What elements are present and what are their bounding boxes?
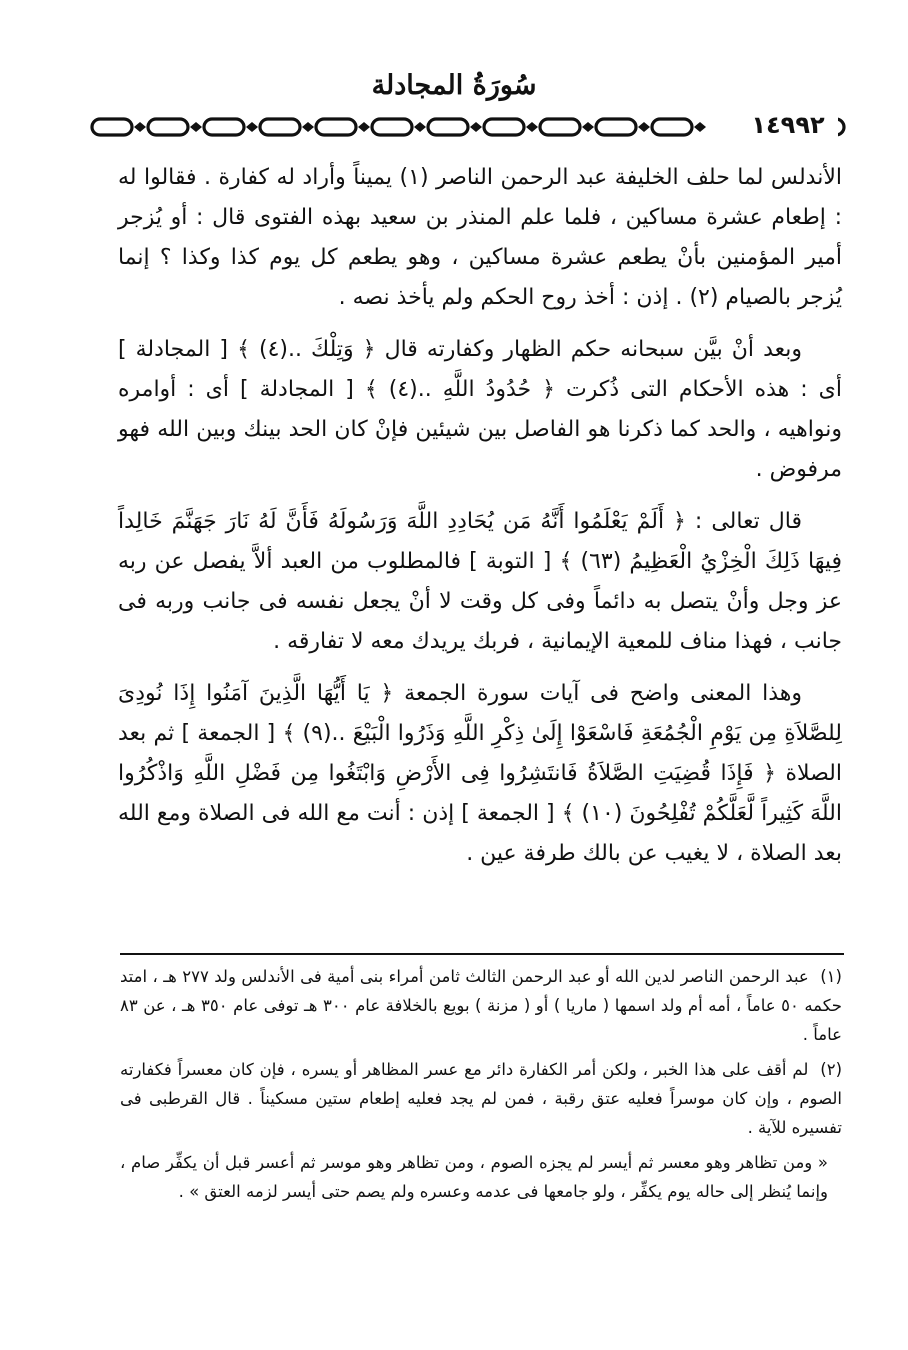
chain-diamond [582, 122, 594, 132]
chain-diamond [358, 122, 370, 132]
footnote-text: لم أقف على هذا الخبر ، ولكن أمر الكفارة دائر مع عسر المظاهر أو يسره ، فإن كان معسراً فكفارته الصوم ، وإن كان موسراً فعليه عتق رقبة ، فمن لم يجد فعليه إطعام ستين مسكيناً . قال القرطبى فى تفسيره للآية . [120, 1060, 842, 1137]
surah-title: سُورَةُ المجادلة [371, 70, 537, 101]
chain-link [540, 119, 580, 135]
chain-link [428, 119, 468, 135]
chain-link [148, 119, 188, 135]
page-number: ١٤٩٩٢ [738, 111, 838, 139]
paragraph: الأندلس لما حلف الخليفة عبد الرحمن الناصر (١) يميناً وأراد له كفارة . فقالوا له : إطعام عشرة مساكين ، فلما علم المنذر بن سعيد بهذه الفتوى قال : أو يُزجر أمير المؤمنين بأنْ يطعم عشرة مساكين ، وهو يطعم كل يوم كذا وكذا ؟ إنما يُزجر بالصيام (٢) . إذن : أخذ روح الحكم ولم يأخذ نصه . [118, 165, 842, 310]
ornamental-header-band [88, 113, 848, 141]
chain-diamond [526, 122, 538, 132]
chain-link [316, 119, 356, 135]
main-text [118, 158, 842, 886]
paragraph: وهذا المعنى واضح فى آيات سورة الجمعة ﴿ يَا أَيُّهَا الَّذِينَ آمَنُوا إِذَا نُودِىَ لِلصَّلاَةِ مِن يَوْمِ الْجُمُعَةِ فَاسْعَوْا إِلَىٰ ذِكْرِ اللَّهِ وَذَرُوا الْبَيْعَ ..(٩) ﴾ [ الجمعة ] ثم بعد الصلاة ﴿ فَإِذَا قُضِيَتِ الصَّلاَةُ فَانتَشِرُوا فِى الأَرْضِ وَابْتَغُوا مِن فَضْلِ اللَّهِ وَاذْكُرُوا اللَّهَ كَثِيراً لَّعَلَّكُمْ تُفْلِحُونَ (١٠) ﴾ [ الجمعة ] إذن : أنت مع الله فى الصلاة ومع الله بعد الصلاة ، لا يغيب عن بالك طرفة عين . [118, 681, 842, 866]
chain-diamond [414, 122, 426, 132]
chain-link [372, 119, 412, 135]
footnote-text: عبد الرحمن الناصر لدين الله أو عبد الرحمن الثالث ثامن أمراء بنى أمية فى الأندلس ولد ٢٧٧ هـ ، امتد حكمه ٥٠ عاماً ، أمه أم ولد اسمها ( ماريا ) أو ( مزنة ) بويع بالخلافة عام ٣٠٠ هـ توفى عام ٣٥٠ هـ ، عن ٨٣ عاماً . [120, 967, 843, 1044]
paragraph: قال تعالى : ﴿ أَلَمْ يَعْلَمُوا أَنَّهُ مَن يُحَادِدِ اللَّهَ وَرَسُولَهُ فَأَنَّ لَهُ نَارَ جَهَنَّمَ خَالِداً فِيهَا ذَلِكَ الْخِزْيُ الْعَظِيمُ (٦٣) ﴾ [ التوبة ] فالمطلوب من العبد ألاَّ يفصل عن ربه عز وجل وأنْ يتصل به دائماً وفى كل وقت لا أنْ يجعل نفسه فى جانب وربه فى جانب ، فهذا مناف للمعية الإيمانية ، فربك يريدك معه لا تفارقه . [118, 509, 842, 654]
chain-diamond [694, 122, 706, 132]
chain-diamond [246, 122, 258, 132]
chain-link [652, 119, 692, 135]
footnote-divider [120, 953, 844, 955]
footnote-quote [120, 1148, 842, 1206]
paragraph: وبعد أنْ بيَّن سبحانه حكم الظهار وكفارته قال ﴿ وَتِلْكَ ..(٤) ﴾ [ المجادلة ] أى : هذه الأحكام التى ذُكرت ﴿ حُدُودُ اللَّهِ ..(٤) ﴾ [ المجادلة ] أى : أوامره ونواهيه ، والحد كما ذكرنا هو الفاصل بين شيئين فإنْ كان الحد بينك وبين الله فهو مرفوض . [118, 337, 842, 482]
chain-diamond [638, 122, 650, 132]
chain-diamond [190, 122, 202, 132]
chain-diamond [302, 122, 314, 132]
chain-link [204, 119, 244, 135]
footnote-number: (١) [820, 967, 842, 986]
footnote-1 [120, 962, 842, 1049]
footnote-number: (٢) [820, 1060, 842, 1079]
chain-link [92, 119, 132, 135]
footnote-text: « ومن تظاهر وهو معسر ثم أيسر لم يجزه الصوم ، ومن تظاهر وهو موسر ثم أعسر قبل أن يكفِّر صام ، وإنما يُنظر إلى حاله يوم يكفِّر ، ولو جامعها فى عدمه وعسره ولم يصم حتى أيسر لزمه العتق » . [120, 1153, 828, 1201]
chain-link [596, 119, 636, 135]
chain-diamond [134, 122, 146, 132]
footnotes [120, 962, 842, 1212]
chain-link [484, 119, 524, 135]
chain-link [260, 119, 300, 135]
footnote-2 [120, 1055, 842, 1142]
chain-diamond [470, 122, 482, 132]
